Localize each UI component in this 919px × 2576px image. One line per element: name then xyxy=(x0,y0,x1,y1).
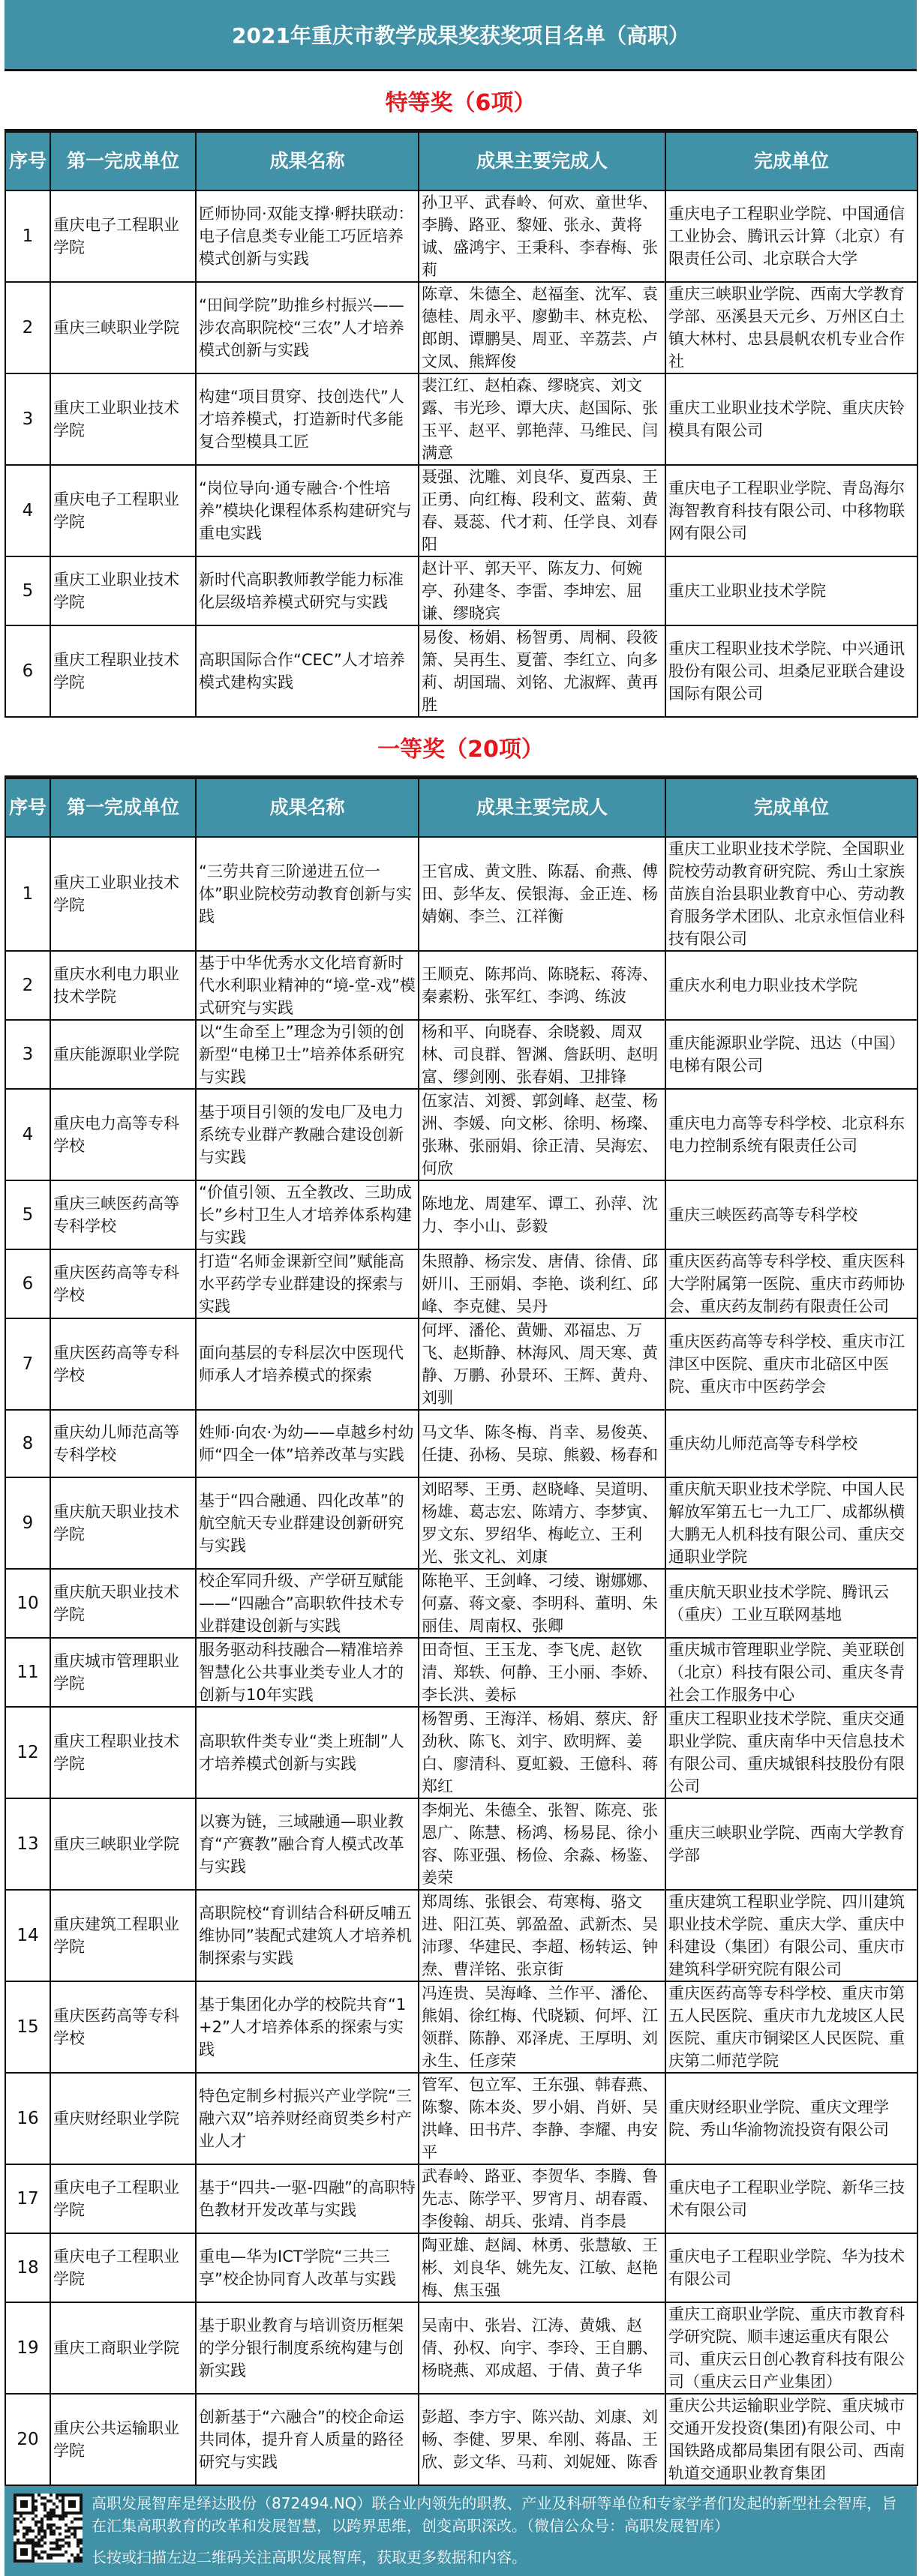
achievement-name: 姓师·向农·为幼——卓越乡村幼师“四全一体”培养改革与实践 xyxy=(196,1410,419,1477)
table-row xyxy=(5,1569,917,1638)
row-number: 19 xyxy=(5,2302,50,2394)
achievement-name: 特色定制乡村振兴产业学院“三融六双”培养财经商贸类乡村产业人才 xyxy=(196,2073,419,2164)
achievement-name: 基于职业教育与培训资历框架的学分银行制度系统构建与创新实践 xyxy=(196,2302,419,2394)
table-row xyxy=(5,1477,917,1569)
main-contributors: 孙卫平、武春岭、何欢、童世华、李腾、路亚、黎娅、张永、黄将诚、盛鸿宇、王秉科、李春梅、张莉 xyxy=(419,190,665,282)
footer-about-text: 高职发展智库是绎达股份（872494.NQ）联合业内领先的职教、产业及科研等单位和专家学者们发起的新型社会智库，旨在汇集高职教育的改革和发展智慧，以跨界思维，创变高职深改。（微信公众号：高职发展智库） xyxy=(92,2494,897,2535)
table-row xyxy=(5,2233,917,2302)
achievement-name: 高职软件类专业“类上班制”人才培养模式创新与实践 xyxy=(196,1707,419,1798)
column-header-first-unit: 第一完成单位 xyxy=(50,132,196,190)
achievement-name: 以赛为链，三域融通—职业教育“产赛教”融合育人模式改革与实践 xyxy=(196,1798,419,1890)
first-unit: 重庆电子工程职业学院 xyxy=(50,465,196,556)
table-row xyxy=(5,625,917,717)
participating-units: 重庆航天职业技术学院、腾讯云（重庆）工业互联网基地 xyxy=(665,1569,917,1638)
participating-units: 重庆电子工程职业学院、中国通信工业协会、腾讯云计算（北京）有限责任公司、北京联合大学 xyxy=(665,190,917,282)
participating-units: 重庆公共运输职业学院、重庆城市交通开发投资(集团)有限公司、中国铁路成都局集团有限公司、西南轨道交通职业教育集团 xyxy=(665,2394,917,2485)
table-row xyxy=(5,373,917,465)
qr-code-icon[interactable] xyxy=(14,2494,83,2563)
main-contributors: 刘昭琴、王勇、赵晓峰、吴道明、杨雄、葛志宏、陈靖方、李梦寅、罗文东、罗绍华、梅屹立、王利光、张文礼、刘康 xyxy=(419,1477,665,1569)
first-unit: 重庆工业职业技术学院 xyxy=(50,373,196,465)
participating-units: 重庆工程职业技术学院、中兴通讯股份有限公司、坦桑尼亚联合建设国际有限公司 xyxy=(665,625,917,717)
column-header-achievement-name: 成果名称 xyxy=(196,132,419,190)
row-number: 5 xyxy=(5,556,50,625)
achievement-name: 校企军同升级、产学研互赋能——“四融合”高职软件技术专业群建设创新与实践 xyxy=(196,1569,419,1638)
row-number: 2 xyxy=(5,282,50,373)
row-number: 7 xyxy=(5,1318,50,1410)
main-contributors: 王顺克、陈邦尚、陈晓耘、蒋涛、秦素粉、张军红、李鸿、练波 xyxy=(419,951,665,1020)
first-unit: 重庆电子工程职业学院 xyxy=(50,2164,196,2233)
participating-units: 重庆工业职业技术学院 xyxy=(665,556,917,625)
row-number: 1 xyxy=(5,837,50,951)
achievement-name: 面向基层的专科层次中医现代师承人才培养模式的探索 xyxy=(196,1318,419,1410)
first-unit: 重庆航天职业技术学院 xyxy=(50,1569,196,1638)
first-unit: 重庆工程职业技术学院 xyxy=(50,625,196,717)
main-contributors: 武春岭、路亚、李贺华、李腾、鲁先志、陈学平、罗宵月、胡春霞、李俊翰、胡兵、张靖、肖李晨 xyxy=(419,2164,665,2233)
award-sections xyxy=(5,71,917,2486)
first-unit: 重庆医药高等专科学校 xyxy=(50,1318,196,1410)
first-unit: 重庆工程职业技术学院 xyxy=(50,1707,196,1798)
table-row xyxy=(5,1638,917,1707)
first-unit: 重庆工商职业学院 xyxy=(50,2302,196,2394)
participating-units: 重庆城市管理职业学院、美亚联创（北京）科技有限公司、重庆冬青社会工作服务中心 xyxy=(665,1638,917,1707)
participating-units: 重庆三峡职业学院、西南大学教育学部、巫溪县天元乡、万州区白土镇大林村、忠县晨帆农机专业合作社 xyxy=(665,282,917,373)
table-header-row xyxy=(5,778,917,837)
first-unit: 重庆三峡职业学院 xyxy=(50,282,196,373)
participating-units: 重庆电子工程职业学院、新华三技术有限公司 xyxy=(665,2164,917,2233)
column-header-participating-units: 完成单位 xyxy=(665,778,917,837)
participating-units: 重庆三峡职业学院、西南大学教育学部 xyxy=(665,1798,917,1890)
first-unit: 重庆电子工程职业学院 xyxy=(50,190,196,282)
participating-units: 重庆电子工程职业学院、青岛海尔海智教育科技有限公司、中移物联网有限公司 xyxy=(665,465,917,556)
table-row xyxy=(5,1890,917,1981)
participating-units: 重庆航天职业技术学院、中国人民解放军第五七一九工厂、成都纵横大鹏无人机科技有限公司、重庆交通职业学院 xyxy=(665,1477,917,1569)
award-table xyxy=(5,778,918,2486)
first-unit: 重庆工业职业技术学院 xyxy=(50,837,196,951)
participating-units: 重庆工业职业技术学院、全国职业院校劳动教育研究院、秀山土家族苗族自治县职业教育中心、劳动教育服务学术团队、北京永恒信业科技有限公司 xyxy=(665,837,917,951)
main-contributors: 吴南中、张岩、江涛、黄娥、赵倩、孙权、向宇、李玲、王自鹏、杨晓燕、邓成超、于倩、黄子华 xyxy=(419,2302,665,2394)
table-row xyxy=(5,1798,917,1890)
first-unit: 重庆电力高等专科学校 xyxy=(50,1089,196,1180)
table-row xyxy=(5,2302,917,2394)
participating-units: 重庆医药高等专科学校、重庆市第五人民医院、重庆市九龙坡区人民医院、重庆市铜梁区人民医院、重庆第二师范学院 xyxy=(665,1981,917,2073)
main-contributors: 彭超、李方宇、陈兴劼、刘康、刘畅、李健、罗果、牟刚、蒋晶、王欣、彭文华、马莉、刘妮娅、陈香 xyxy=(419,2394,665,2485)
achievement-name: “岗位导向·通专融合·个性培养”模块化课程体系构建研究与重电实践 xyxy=(196,465,419,556)
table-row xyxy=(5,951,917,1020)
achievement-name: “价值引领、五全教改、三助成长”乡村卫生人才培养体系构建与实践 xyxy=(196,1180,419,1249)
achievement-name: 打造“名师金课新空间”赋能高水平药学专业群建设的探索与实践 xyxy=(196,1249,419,1318)
table-row xyxy=(5,1020,917,1089)
row-number: 3 xyxy=(5,373,50,465)
participating-units: 重庆建筑工程职业学院、四川建筑职业技术学院、重庆大学、重庆中科建设（集团）有限公司、重庆市建筑科学研究院有限公司 xyxy=(665,1890,917,1981)
first-unit: 重庆三峡医药高等专科学校 xyxy=(50,1180,196,1249)
footer-banner xyxy=(5,2486,917,2576)
row-number: 10 xyxy=(5,1569,50,1638)
first-unit: 重庆幼儿师范高等专科学校 xyxy=(50,1410,196,1477)
participating-units: 重庆工程职业技术学院、重庆交通职业学院、重庆南华中天信息技术有限公司、重庆城银科技股份有限公司 xyxy=(665,1707,917,1798)
footer-cta-text: 长按或扫描左边二维码关注高职发展智库，获取更多数据和内容。 xyxy=(92,2548,527,2566)
first-unit: 重庆医药高等专科学校 xyxy=(50,1249,196,1318)
column-header-main-contributors: 成果主要完成人 xyxy=(419,132,665,190)
achievement-name: 基于“四合融通、四化改革”的航空航天专业群建设创新研究与实践 xyxy=(196,1477,419,1569)
first-unit: 重庆城市管理职业学院 xyxy=(50,1638,196,1707)
table-row xyxy=(5,556,917,625)
first-unit: 重庆工业职业技术学院 xyxy=(50,556,196,625)
row-number: 14 xyxy=(5,1890,50,1981)
row-number: 1 xyxy=(5,190,50,282)
first-unit: 重庆建筑工程职业学院 xyxy=(50,1890,196,1981)
first-unit: 重庆公共运输职业学院 xyxy=(50,2394,196,2485)
table-row xyxy=(5,2073,917,2164)
row-number: 15 xyxy=(5,1981,50,2073)
participating-units: 重庆电力高等专科学校、北京科东电力控制系统有限责任公司 xyxy=(665,1089,917,1180)
participating-units: 重庆医药高等专科学校、重庆市江津区中医院、重庆市北碚区中医院、重庆市中医药学会 xyxy=(665,1318,917,1410)
first-unit: 重庆能源职业学院 xyxy=(50,1020,196,1089)
participating-units: 重庆工业职业技术学院、重庆庆铃模具有限公司 xyxy=(665,373,917,465)
table-row xyxy=(5,837,917,951)
achievement-name: 高职院校“育训结合科研反哺五维协同”装配式建筑人才培养机制探索与实践 xyxy=(196,1890,419,1981)
row-number: 9 xyxy=(5,1477,50,1569)
achievement-name: 基于中华优秀水文化培育新时代水利职业精神的“境-堂-戏”模式研究与实践 xyxy=(196,951,419,1020)
achievement-name: 重电—华为ICT学院“三共三享”校企协同育人改革与实践 xyxy=(196,2233,419,2302)
row-number: 8 xyxy=(5,1410,50,1477)
main-contributors: 陈地龙、周建军、谭工、孙萍、沈力、李小山、彭毅 xyxy=(419,1180,665,1249)
achievement-name: 基于“四共-一驱-四融”的高职特色教材开发改革与实践 xyxy=(196,2164,419,2233)
main-contributors: 杨智勇、王海洋、杨娟、蔡庆、舒劲秋、陈飞、刘宇、欧明辉、姜白、廖清科、夏虹毅、王億科、蒋郑红 xyxy=(419,1707,665,1798)
column-header-first-unit: 第一完成单位 xyxy=(50,778,196,837)
row-number: 18 xyxy=(5,2233,50,2302)
main-contributors: 杨和平、向晓春、余晓毅、周双林、司良群、智渊、詹跃明、赵明富、缪剑刚、张春娟、卫排锋 xyxy=(419,1020,665,1089)
participating-units: 重庆医药高等专科学校、重庆医科大学附属第一医院、重庆市药师协会、重庆药友制药有限责任公司 xyxy=(665,1249,917,1318)
main-contributors: 王官成、黄文胜、陈磊、俞燕、傅田、彭华友、侯银海、金正连、杨婧娴、李兰、江祥衡 xyxy=(419,837,665,951)
column-header-participating-units: 完成单位 xyxy=(665,132,917,190)
first-unit: 重庆航天职业技术学院 xyxy=(50,1477,196,1569)
document xyxy=(5,0,917,2576)
table-row xyxy=(5,2164,917,2233)
participating-units: 重庆幼儿师范高等专科学校 xyxy=(665,1410,917,1477)
table-row xyxy=(5,1981,917,2073)
achievement-name: 基于集团化办学的校院共育“1+2”人才培养体系的探索与实践 xyxy=(196,1981,419,2073)
table-row xyxy=(5,190,917,282)
main-contributors: 朱照静、杨宗发、唐倩、徐倩、邱妍川、王丽娟、李艳、谈利红、邱峰、李克健、吴丹 xyxy=(419,1249,665,1318)
achievement-name: 构建“项目贯穿、技创迭代”人才培养模式，打造新时代多能复合型模具工匠 xyxy=(196,373,419,465)
participating-units: 重庆三峡医药高等专科学校 xyxy=(665,1180,917,1249)
main-contributors: 聂强、沈雕、刘良华、夏西泉、王正勇、向红梅、段利文、蓝菊、黄春、聂蕊、代才莉、任学良、刘春阳 xyxy=(419,465,665,556)
table-row xyxy=(5,282,917,373)
participating-units: 重庆工商职业学院、重庆市教育科学研究院、顺丰速运重庆有限公司、重庆云日创心教育科技有限公司（重庆云日产业集团） xyxy=(665,2302,917,2394)
row-number: 2 xyxy=(5,951,50,1020)
main-contributors: 陈章、朱德全、赵福奎、沈军、袁德桂、周永平、廖勤丰、林克松、郎朗、谭鹏昊、周亚、辛荔芸、卢文凤、熊辉俊 xyxy=(419,282,665,373)
achievement-name: 新时代高职教师教学能力标准化层级培养模式研究与实践 xyxy=(196,556,419,625)
award-heading: 特等奖（6项） xyxy=(5,71,917,131)
table-row xyxy=(5,1249,917,1318)
table-row xyxy=(5,465,917,556)
row-number: 13 xyxy=(5,1798,50,1890)
award-heading: 一等奖（20项） xyxy=(5,718,917,778)
achievement-name: 服务驱动科技融合—精准培养智慧化公共事业类专业人才的创新与10年实践 xyxy=(196,1638,419,1707)
main-contributors: 伍家洁、刘赟、郭剑峰、赵莹、杨洲、李媛、向文彬、徐明、杨璨、张琳、张丽娟、徐正清、吴海宏、何欣 xyxy=(419,1089,665,1180)
table-row xyxy=(5,2394,917,2485)
page-title: 2021年重庆市教学成果奖获奖项目名单（高职） xyxy=(5,0,917,71)
first-unit: 重庆医药高等专科学校 xyxy=(50,1981,196,2073)
row-number: 6 xyxy=(5,625,50,717)
row-number: 16 xyxy=(5,2073,50,2164)
first-unit: 重庆三峡职业学院 xyxy=(50,1798,196,1890)
column-header-row-number: 序号 xyxy=(5,132,50,190)
table-row xyxy=(5,1180,917,1249)
main-contributors: 马文华、陈冬梅、肖幸、易俊英、任捷、孙杨、吴琼、熊毅、杨春和 xyxy=(419,1410,665,1477)
row-number: 6 xyxy=(5,1249,50,1318)
table-row xyxy=(5,1707,917,1798)
row-number: 20 xyxy=(5,2394,50,2485)
participating-units: 重庆电子工程职业学院、华为技术有限公司 xyxy=(665,2233,917,2302)
row-number: 3 xyxy=(5,1020,50,1089)
achievement-name: 以“生命至上”理念为引领的创新型“电梯卫士”培养体系研究与实践 xyxy=(196,1020,419,1089)
main-contributors: 赵计平、郭天平、陈友力、何婉亭、孙建冬、李雷、李坤宏、屈谦、缪晓宾 xyxy=(419,556,665,625)
first-unit: 重庆水利电力职业技术学院 xyxy=(50,951,196,1020)
main-contributors: 陶亚雄、赵阔、林勇、张慧敏、王彬、刘良华、姚先友、江敏、赵艳梅、焦玉强 xyxy=(419,2233,665,2302)
achievement-name: 高职国际合作“CEC”人才培养模式建构实践 xyxy=(196,625,419,717)
row-number: 11 xyxy=(5,1638,50,1707)
achievement-name: 创新基于“六融合”的校企命运共同体，提升育人质量的路径研究与实践 xyxy=(196,2394,419,2485)
first-unit: 重庆财经职业学院 xyxy=(50,2073,196,2164)
achievement-name: “三劳共育三阶递进五位一体”职业院校劳动教育创新与实践 xyxy=(196,837,419,951)
column-header-main-contributors: 成果主要完成人 xyxy=(419,778,665,837)
first-unit: 重庆电子工程职业学院 xyxy=(50,2233,196,2302)
table-row xyxy=(5,1410,917,1477)
table-row xyxy=(5,1318,917,1410)
table-row xyxy=(5,1089,917,1180)
row-number: 5 xyxy=(5,1180,50,1249)
column-header-achievement-name: 成果名称 xyxy=(196,778,419,837)
main-contributors: 管军、包立军、王东强、韩春燕、陈黎、陈本炎、罗小娟、肖妍、吴洪峰、田书芹、李静、李耀、冉安平 xyxy=(419,2073,665,2164)
main-contributors: 易俊、杨娟、杨智勇、周桐、段筱箫、吴再生、夏蕾、李红立、向多莉、胡国瑞、刘铭、尤淑辉、黄再胜 xyxy=(419,625,665,717)
main-contributors: 冯连贵、吴海峰、兰作平、潘伦、熊娟、徐红梅、代晓颖、何坪、江领群、陈静、邓泽虎、王厚明、刘永生、任彦荣 xyxy=(419,1981,665,2073)
participating-units: 重庆水利电力职业技术学院 xyxy=(665,951,917,1020)
row-number: 4 xyxy=(5,1089,50,1180)
main-contributors: 何坪、潘伦、黄姗、邓福忠、万飞、赵斯静、林海风、周天寒、黄静、万鹏、孙景环、王辉、黄舟、刘驯 xyxy=(419,1318,665,1410)
achievement-name: 匠师协同·双能支撑·孵扶联动：电子信息类专业能工巧匠培养模式创新与实践 xyxy=(196,190,419,282)
main-contributors: 裴江红、赵柏森、缪晓宾、刘文露、韦光珍、谭大庆、赵国际、张玉平、赵平、郭艳萍、马维民、闫满意 xyxy=(419,373,665,465)
main-contributors: 郑周练、张银会、苟寒梅、骆文进、阳江英、郭盈盈、武新杰、吴沛璆、华建民、李超、杨转运、钟焘、曹洋铭、张京街 xyxy=(419,1890,665,1981)
column-header-row-number: 序号 xyxy=(5,778,50,837)
main-contributors: 陈艳平、王剑峰、刁绫、谢娜娜、何嘉、蒋文豪、李明科、董明、朱丽佳、周南权、张卿 xyxy=(419,1569,665,1638)
achievement-name: “田间学院”助推乡村振兴——涉农高职院校“三农”人才培养模式创新与实践 xyxy=(196,282,419,373)
row-number: 4 xyxy=(5,465,50,556)
footer-texts xyxy=(92,2492,917,2569)
participating-units: 重庆能源职业学院、迅达（中国）电梯有限公司 xyxy=(665,1020,917,1089)
participating-units: 重庆财经职业学院、重庆文理学院、秀山华渝物流投资有限公司 xyxy=(665,2073,917,2164)
achievement-name: 基于项目引领的发电厂及电力系统专业群产教融合建设创新与实践 xyxy=(196,1089,419,1180)
main-contributors: 李炯光、朱德全、张智、陈亮、张恩广、陈慧、杨鸿、杨易昆、徐小容、陈亚强、杨俭、余淼、杨鉴、姜荣 xyxy=(419,1798,665,1890)
row-number: 12 xyxy=(5,1707,50,1798)
award-table xyxy=(5,131,918,718)
row-number: 17 xyxy=(5,2164,50,2233)
table-header-row xyxy=(5,132,917,190)
main-contributors: 田奇恒、王玉龙、李飞虎、赵钦清、郑轶、何静、王小丽、李娇、李长洪、姜标 xyxy=(419,1638,665,1707)
